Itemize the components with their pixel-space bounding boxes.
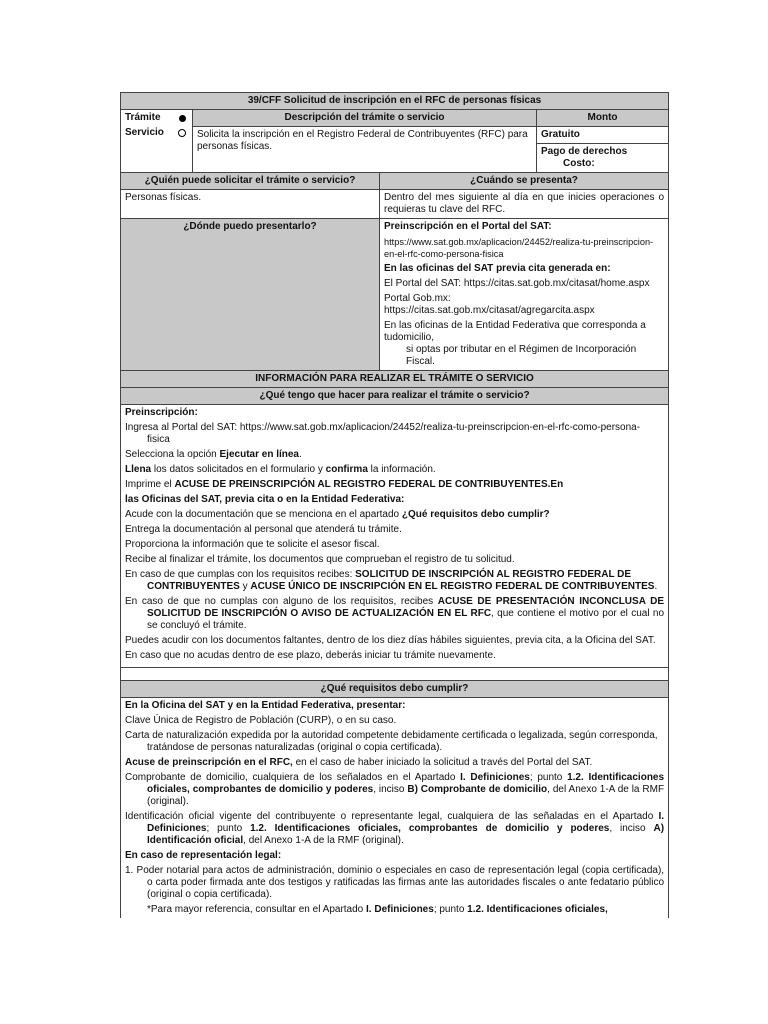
pago-derechos-label: Pago de derechos [541, 146, 628, 157]
entidad-text [384, 320, 664, 368]
step-nuevamente: En caso que no acudas dentro de ese plazo, deberás iniciar tu trámite nuevamente. [125, 650, 496, 661]
que-hacer-header: ¿Qué tengo que hacer para realizar el trámite o servicio? [121, 388, 669, 405]
descripcion-header: Descripción del trámite o servicio [193, 110, 537, 127]
preinscripcion-heading: Preinscripción: [125, 407, 198, 418]
step-acude: Acude con la documentación que se menciona en el apartado ¿Qué requisitos debo cumplir? [125, 509, 550, 520]
portal-gob-link[interactable]: Portal Gob.mx: https://citas.sat.gob.mx/citasat/agregarcita.aspx [384, 293, 595, 316]
gratuito-label: Gratuito [537, 127, 669, 144]
servicio-option [125, 127, 188, 139]
step-llena: Llena los datos solicitados en el formulario y confirma la información. [125, 464, 436, 475]
req-comprobante: Comprobante de domicilio, cualquiera de los señalados en el Apartado I. Definiciones; punto 1.2. Identificaciones oficiales, comprobantes de domicilio y poderes, inciso B) Comprobante de domicilio, del Anexo 1-A de la RMF (original). [125, 772, 665, 807]
step-puedes: Puedes acudir con los documentos faltantes, dentro de los diez días hábiles siguientes, previa cita, a la Oficina del SAT. [125, 635, 656, 646]
quien-text: Personas físicas. [121, 190, 380, 219]
preinscripcion-link[interactable]: https://www.sat.gob.mx/aplicacion/24452/realiza-tu-preinscripcion-en-el-rfc-como-persona-fisica [384, 237, 654, 259]
document [120, 92, 668, 918]
tramite-table [120, 92, 669, 918]
step-ingresa-line-2: fisica [147, 434, 170, 445]
step-cumplas: En caso de que cumplas con los requisitos recibes: SOLICITUD DE INSCRIPCIÓN AL REGISTRO FEDERAL DE CONTRIBUYENTES y ACUSE ÚNICO DE INSCRIPCIÓN EN EL REGISTRO FEDERAL DE CONTRIBUYENTES. [125, 569, 658, 592]
req-representacion: En caso de representación legal: [125, 850, 282, 861]
costo-label: Costo: [563, 158, 595, 169]
quien-header: ¿Quién puede solicitar el trámite o servicio? [121, 173, 380, 190]
req-identificacion: Identificación oficial vigente del contribuyente o representante legal, cualquiera de las señaladas en el Apartado I. Definiciones; punto 1.2. Identificaciones oficiales, comprobantes de domicilio y poderes, inciso A) Identificación oficial, del Anexo 1-A de la RMF (original). [125, 811, 665, 846]
descripcion-text: Solicita la inscripción en el Registro Federal de Contribuyentes (RFC) para personas físicas. [193, 127, 537, 173]
requisitos-header: ¿Qué requisitos debo cumplir? [121, 681, 669, 698]
req-mayor-referencia: *Para mayor referencia, consultar en el Apartado I. Definiciones; punto 1.2. Identificaciones oficiales, [147, 904, 608, 915]
req-carta: Carta de naturalización expedida por la autoridad competente debidamente certificada o legalizada, según corresponda, tratándose de personas naturalizadas (original o copia certificada). [125, 730, 658, 753]
donde-header: ¿Dónde puedo presentarlo? [121, 219, 380, 371]
radio-filled-icon [179, 115, 186, 122]
portal-sat-link[interactable]: El Portal del SAT: https://citas.sat.gob.mx/citasat/home.aspx [384, 278, 650, 289]
document-title: 39/CFF Solicitud de inscripción en el RFC de personas físicas [121, 93, 669, 110]
requisitos-content [121, 698, 669, 919]
monto-header: Monto [537, 110, 669, 127]
info-header: INFORMACIÓN PARA REALIZAR EL TRÁMITE O SERVICIO [121, 371, 669, 388]
req-oficina: En la Oficina del SAT y en la Entidad Federativa, presentar: [125, 700, 406, 711]
tipo-cell [121, 110, 193, 173]
step-proporciona: Proporciona la información que te solicite el asesor fiscal. [125, 539, 380, 550]
servicio-label: Servicio [125, 127, 164, 138]
entidad-line-1: En las oficinas de la Entidad Federativa que corresponda a tudomicilio, [384, 320, 646, 343]
cuando-header: ¿Cuándo se presenta? [380, 173, 669, 190]
step-selecciona: Selecciona la opción Ejecutar en línea. [125, 449, 302, 460]
preinscripcion-title: Preinscripción en el Portal del SAT: [384, 221, 552, 232]
tramite-label: Trámite [125, 112, 161, 123]
req-acuse: Acuse de preinscripción en el RFC, en el caso de haber iniciado la solicitud a través del Portal del SAT. [125, 757, 593, 768]
step-ingresa-line-1: Ingresa al Portal del SAT: https://www.sat.gob.mx/aplicacion/24452/realiza-tu-preinscripcion-en-el-rfc-como-persona- [125, 422, 641, 433]
oficinas-heading: las Oficinas del SAT, previa cita o en la Entidad Federativa: [125, 494, 405, 505]
req-poder: 1. Poder notarial para actos de administración, dominio o especiales en caso de representación legal (copia certificada), o carta poder firmada ante dos testigos y ratificadas las firmas ante las autoridades fiscales o ante fedatario público (original o copia certificada). [125, 865, 665, 900]
entidad-line-2: si optas por tributar en el Régimen de Incorporación Fiscal. [406, 344, 637, 367]
req-curp: Clave Única de Registro de Población (CURP), o en su caso. [125, 715, 397, 726]
donde-content [380, 219, 669, 371]
pago-cell [537, 144, 669, 173]
step-recibe: Recibe al finalizar el trámite, los documentos que comprueban el registro de tu solicitud. [125, 554, 515, 565]
radio-empty-icon [178, 129, 186, 137]
step-imprime: Imprime el ACUSE DE PREINSCRIPCIÓN AL REGISTRO FEDERAL DE CONTRIBUYENTES.En [125, 479, 564, 490]
step-entrega: Entrega la documentación al personal que atenderá tu trámite. [125, 524, 402, 535]
oficinas-title: En las oficinas del SAT previa cita generada en: [384, 263, 611, 274]
tramite-option [125, 112, 188, 124]
cuando-text: Dentro del mes siguiente al día en que inicies operaciones o requieras tu clave del RFC. [380, 190, 669, 219]
step-ingresa [125, 422, 664, 446]
steps-content [121, 405, 669, 668]
step-nocumplas: En caso de que no cumplas con alguno de los requisitos, recibes ACUSE DE PRESENTACIÓN INCONCLUSA DE SOLICITUD DE INSCRIPCIÓN O AVISO DE ACTUALIZACIÓN EN EL RFC, que contiene el motivo por el cual no se concluyó el trámite. [125, 596, 665, 631]
